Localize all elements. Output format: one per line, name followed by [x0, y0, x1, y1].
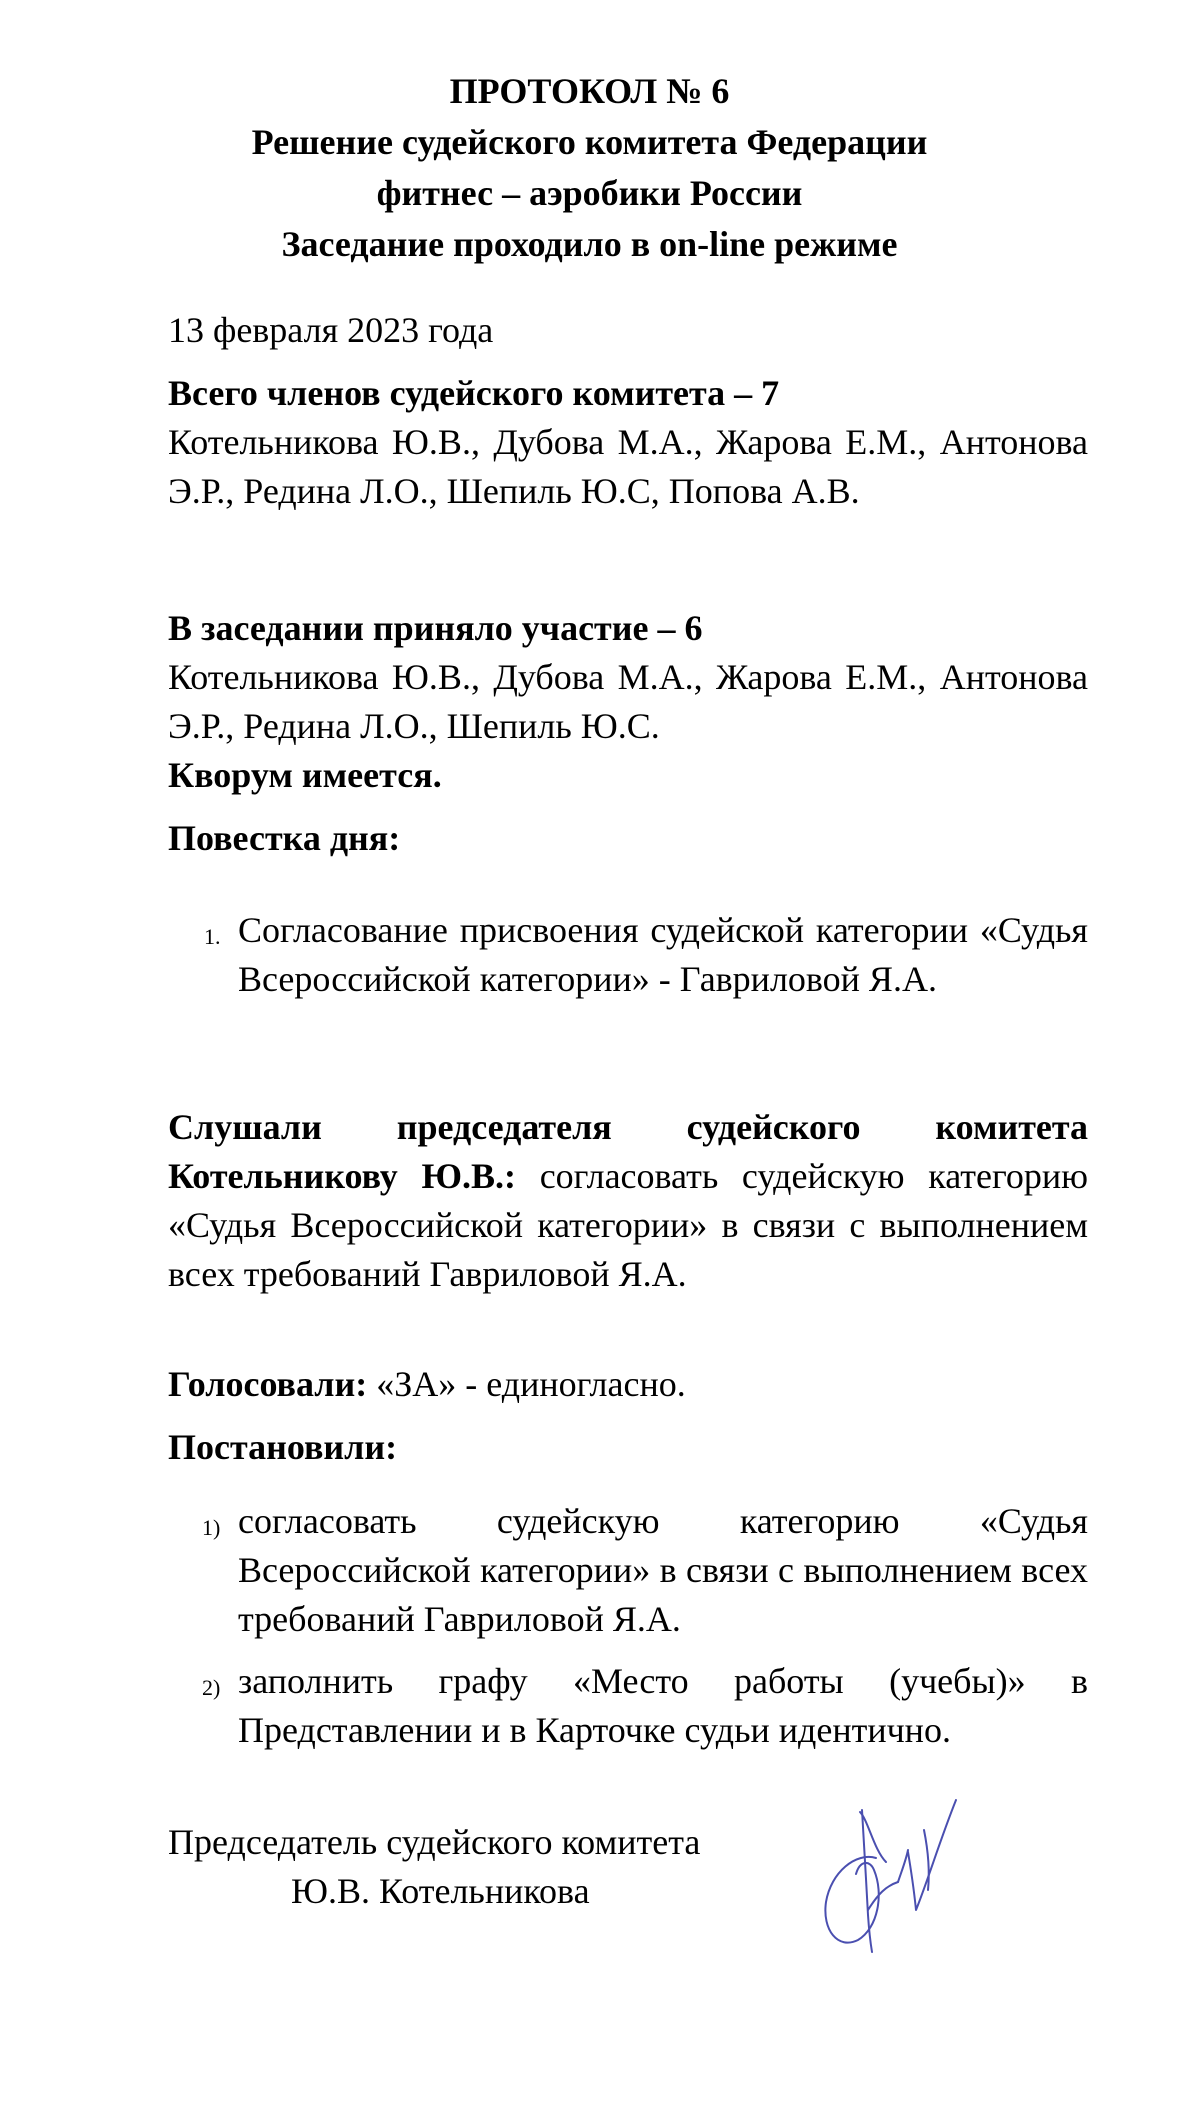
- voting-result: «ЗА» - единогласно.: [367, 1364, 686, 1404]
- members-heading: Всего членов судейского комитета – 7: [168, 373, 780, 413]
- decision-item-number: 2): [202, 1675, 221, 1700]
- signer-name: Ю.В. Котельникова: [291, 1871, 590, 1911]
- agenda-item-number: 1.: [204, 924, 221, 949]
- decision-heading: Постановили:: [168, 1427, 398, 1467]
- protocol-subtitle-line2: фитнес – аэробики России: [376, 173, 803, 213]
- voting-label: Голосовали:: [168, 1364, 368, 1404]
- decision-item-text: согласовать судейскую категорию «Судья Всероссийской категории» в связи с выполнением всех требований Гавриловой Я.А.: [238, 1501, 1088, 1639]
- decision-item-number: 1): [202, 1515, 221, 1540]
- voting-paragraph: [168, 1360, 1088, 1409]
- protocol-title: ПРОТОКОЛ № 6: [449, 71, 730, 111]
- protocol-subtitle-line3: Заседание проходило в on-line режиме: [281, 224, 898, 264]
- agenda-heading: Повестка дня:: [168, 818, 401, 858]
- agenda-item-text: Согласование присвоения судейской категории «Судья Всероссийской категории» - Гавриловой Я.А.: [238, 910, 1088, 999]
- meeting-date: 13 февраля 2023 года: [168, 310, 494, 350]
- signer-position: Председатель судейского комитета: [168, 1822, 701, 1862]
- quorum-statement: Кворум имеется.: [168, 755, 442, 795]
- listened-text: согласовать судейскую категорию «Судья Всероссийской категории» в связи с выполнением всех требований Гавриловой Я.А.: [168, 1156, 1088, 1294]
- document-header: [0, 66, 1179, 270]
- listened-paragraph: [168, 1103, 1088, 1299]
- members-list: Котельникова Ю.В., Дубова М.А., Жарова Е.М., Антонова Э.Р., Редина Л.О., Шепиль Ю.С, Попова А.В.: [168, 422, 1088, 511]
- signature-strokes: [825, 1800, 956, 1952]
- present-list: Котельникова Ю.В., Дубова М.А., Жарова Е.М., Антонова Э.Р., Редина Л.О., Шепиль Ю.С.: [168, 657, 1088, 746]
- decision-item: [202, 1497, 1088, 1644]
- handwritten-signature: [816, 1790, 966, 1960]
- agenda-item: [204, 906, 1088, 1004]
- decision-item: [202, 1657, 1088, 1755]
- decision-item-text: заполнить графу «Место работы (учебы)» в Представлении и в Карточке судьи идентично.: [238, 1661, 1088, 1750]
- listened-label: Слушали председателя судейского комитета Котельникову Ю.В.:: [168, 1107, 1088, 1196]
- protocol-subtitle-line1: Решение судейского комитета Федерации: [251, 122, 928, 162]
- present-heading: В заседании приняло участие – 6: [168, 608, 703, 648]
